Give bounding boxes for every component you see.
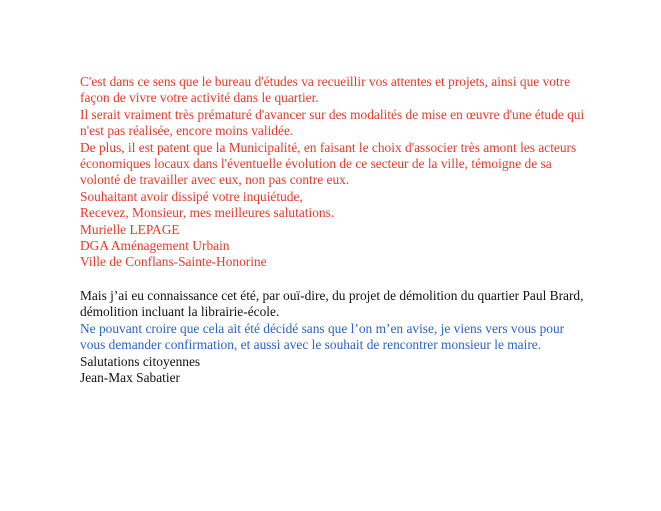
highlighted-line: vous demander confirmation, et aussi avec le souhait de rencontrer monsieur le maire.: [80, 337, 542, 353]
reply-line: Il serait vraiment très prématuré d'avancer sur des modalités de mise en œuvre d'une étude qui: [80, 106, 585, 122]
reply-line: Recevez, Monsieur, mes meilleures salutations.: [80, 205, 335, 221]
message-block: [80, 288, 650, 386]
reply-line: De plus, il est patent que la Municipalité, en faisant le choix d'associer très amont les acteurs: [80, 139, 577, 155]
paragraph-gap: [80, 271, 650, 288]
reply-line: économiques locaux dans l'éventuelle évolution de ce secteur de la ville, témoigne de sa: [80, 156, 552, 172]
closing-line: Salutations citoyennes: [80, 353, 201, 369]
signature-name: Murielle LEPAGE: [80, 221, 180, 237]
reply-line: Souhaitant avoir dissipé votre inquiétude,: [80, 188, 303, 204]
sender-name: Jean-Max Sabatier: [80, 369, 181, 385]
reply-line: C'est dans ce sens que le bureau d'études va recueillir vos attentes et projets, ainsi que votre: [80, 74, 571, 89]
message-line: Mais j’ai eu connaissance cet été, par ouï-dire, du projet de démolition du quartier Paul Brard,: [80, 287, 584, 303]
reply-line: façon de vivre votre activité dans le quartier.: [80, 90, 319, 106]
signature-organization: Ville de Conflans-Sainte-Honorine: [80, 254, 267, 270]
reply-block: [80, 74, 650, 271]
reply-line: volonté de travailler avec eux, non pas contre eux.: [80, 172, 350, 188]
reply-line: n'est pas réalisée, encore moins validée.: [80, 123, 294, 139]
message-line: démolition incluant la librairie-école.: [80, 304, 280, 320]
highlighted-line: Ne pouvant croire que cela ait été décidé sans que l’on m’en avise, je viens vers vous pour: [80, 320, 565, 336]
letter-document: [80, 74, 650, 386]
signature-title: DGA Aménagement Urbain: [80, 238, 230, 254]
